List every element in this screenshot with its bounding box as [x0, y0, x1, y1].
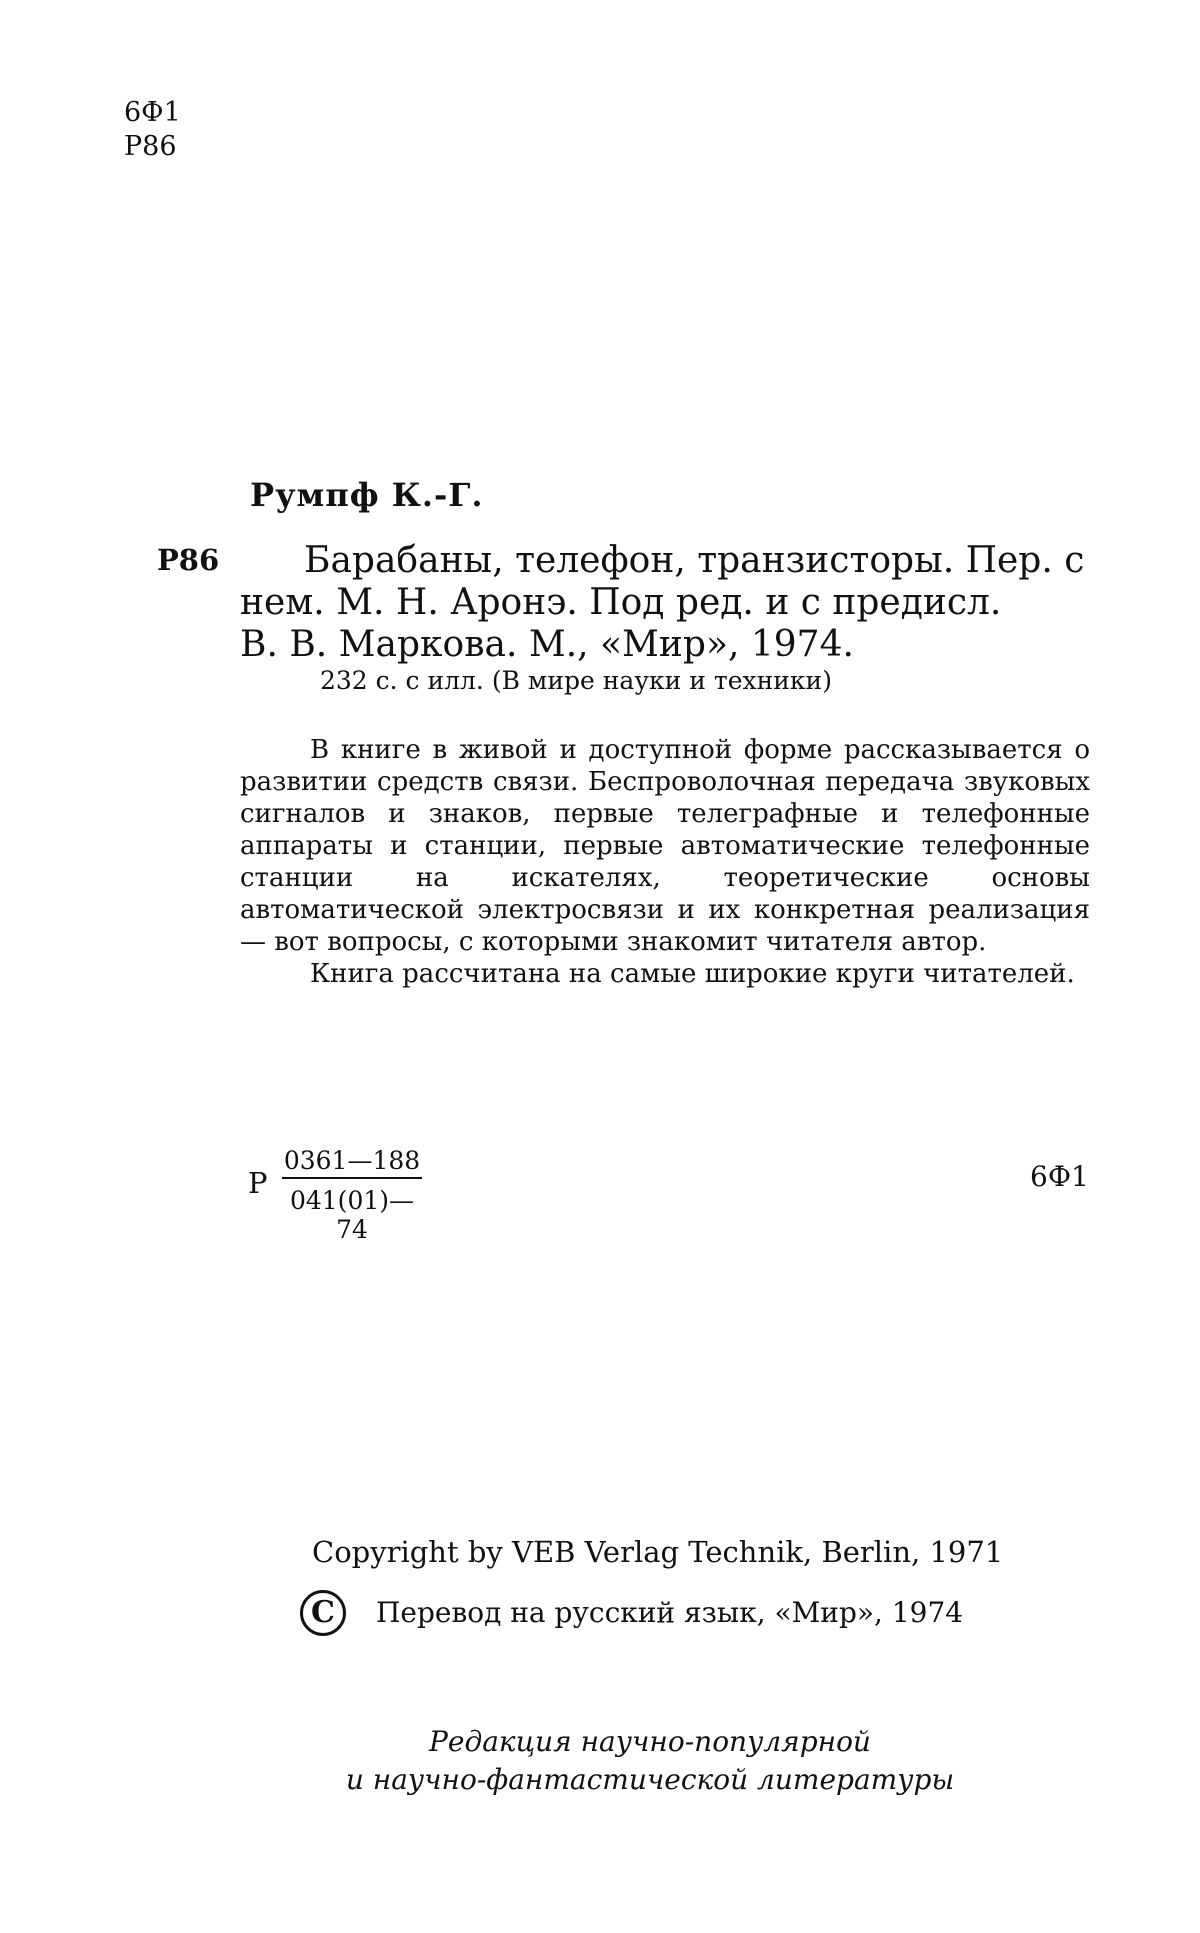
physical-description: 232 с. с илл. (В мире науки и техники): [320, 666, 832, 695]
copyright-line: Copyright by VEB Verlag Technik, Berlin, 1971: [312, 1535, 1004, 1569]
editorial-line-1: Редакция научно-популярной: [429, 1725, 871, 1758]
title-line-3: В. В. Маркова. М., «Мир», 1974.: [240, 624, 854, 665]
title-line-2: нем. М. Н. Аронэ. Под ред. и с предисл.: [240, 582, 1002, 623]
price-code-numerator: 0361—188: [282, 1146, 422, 1179]
editorial-note: [300, 1723, 1000, 1799]
copyright-symbol-icon: C: [300, 1590, 346, 1636]
price-code-denominator: 041(01)—74: [289, 1186, 415, 1244]
corner-codes: [124, 96, 181, 164]
translation-line: [300, 1596, 963, 1629]
title-block: [240, 540, 1090, 666]
title-line-1: Барабаны, телефон, транзисторы. Пер. с: [304, 540, 1085, 581]
author-name: Румпф К.-Г.: [250, 476, 484, 514]
price-code-letter: Р: [248, 1166, 268, 1200]
abstract: [240, 734, 1090, 990]
abstract-paragraph-2: Книга рассчитана на самые широкие круги читателей.: [310, 959, 1075, 989]
abstract-paragraph-1: В книге в живой и доступной форме рассказывается о развитии средств связи. Беспроволочная передача звуковых сигналов и знаков, первые телеграфные и телефонные аппараты и станции, первые автоматические телефонные станции на искателях, теоретические основы автоматической электросвязи и их конкретная реализация — вот вопросы, с которыми знакомит читателя автор.: [240, 735, 1090, 957]
translation-text: Перевод на русский язык, «Мир», 1974: [376, 1596, 964, 1629]
corner-code-top: 6Ф1: [124, 97, 181, 128]
editorial-line-2: и научно-фантастической литературы: [345, 1763, 955, 1796]
catalog-code: Р86: [157, 543, 220, 577]
corner-code-bottom: Р86: [124, 131, 177, 162]
classification-code: 6Ф1: [1030, 1160, 1089, 1193]
